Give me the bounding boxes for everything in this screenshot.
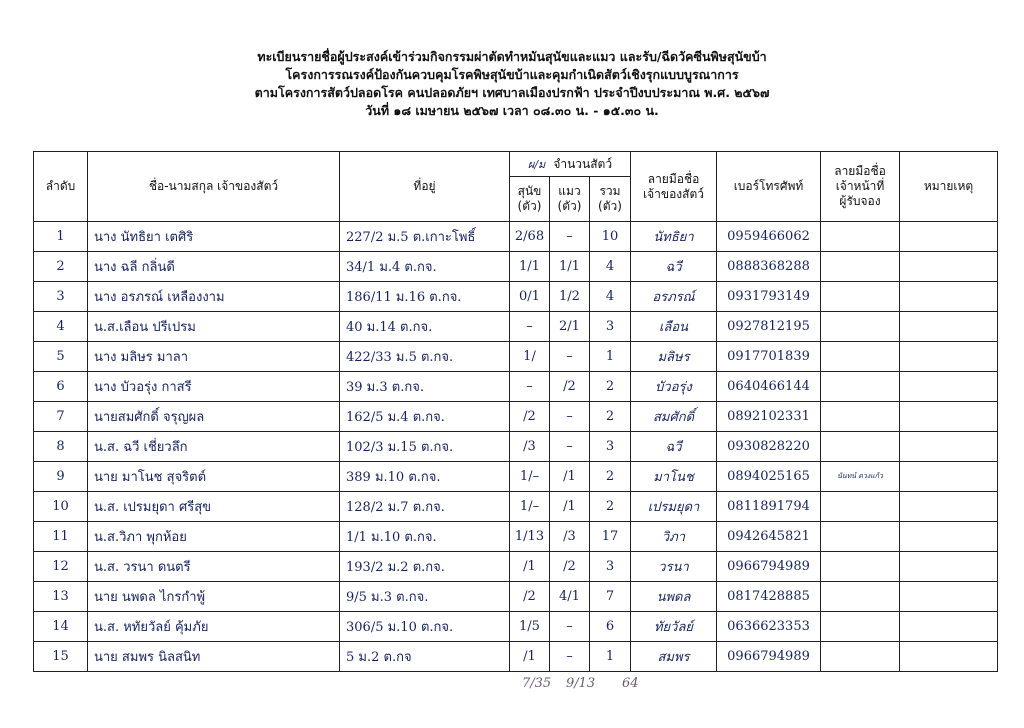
cat-count: 2/1 xyxy=(550,312,590,342)
total-count: 7 xyxy=(590,582,631,612)
cat-count: 1/2 xyxy=(550,282,590,312)
total-count: 10 xyxy=(590,222,631,252)
title-line-1: ทะเบียนรายชื่อผู้ประสงค์เข้าร่วมกิจกรรมผ่าตัดทำหมันสุนัขและแมว และรับ/ฉีดวัคซีนพิษสุนัขบ้า xyxy=(257,49,767,64)
owner-name: นาง ฉลี กลิ่นดี xyxy=(88,252,340,282)
owner-signature: วรนา xyxy=(631,552,717,582)
remarks-cell xyxy=(900,372,998,402)
owner-signature: ทัยวัลย์ xyxy=(631,612,717,642)
phone-number: 0927812195 xyxy=(717,312,821,342)
remarks-cell xyxy=(900,582,998,612)
table-body xyxy=(34,222,998,672)
staff-signature-cell xyxy=(821,222,900,252)
document-header xyxy=(0,48,1024,120)
staff-sig-line-2: เจ้าหน้าที่ xyxy=(835,179,885,193)
phone-number: 0894025165 xyxy=(717,462,821,492)
dog-count: /3 xyxy=(510,432,550,462)
title-line-2: โครงการรณรงค์ป้องกันควบคุมโรคพิษสุนัขบ้าและคุมกำเนิดสัตว์เชิงรุกแบบบูรณาการ xyxy=(285,67,739,82)
header-staff-signature xyxy=(821,152,900,222)
phone-number: 0966794989 xyxy=(717,552,821,582)
owner-name: นาย นพดล ไกรกำพู้ xyxy=(88,582,340,612)
total-count: 4 xyxy=(590,282,631,312)
registration-table xyxy=(33,151,998,672)
remarks-cell xyxy=(900,552,998,582)
dog-count: 1/1 xyxy=(510,252,550,282)
dog-count: – xyxy=(510,372,550,402)
staff-signature-cell xyxy=(821,342,900,372)
row-number: 11 xyxy=(34,522,88,552)
header-remarks: หมายเหตุ xyxy=(900,152,998,222)
staff-signature-cell: นันทน์ ดวงแก้ว xyxy=(821,462,900,492)
cat-count: 1/1 xyxy=(550,252,590,282)
cat-count: /2 xyxy=(550,552,590,582)
header-owner-signature xyxy=(631,152,717,222)
dog-count: 1/13 xyxy=(510,522,550,552)
owner-name: นาย มาโนช สุจริตต์ xyxy=(88,462,340,492)
row-number: 13 xyxy=(34,582,88,612)
column-totals xyxy=(0,672,1024,702)
owner-name: นาง มลิษร มาลา xyxy=(88,342,340,372)
dog-count: 1/5 xyxy=(510,612,550,642)
row-number: 1 xyxy=(34,222,88,252)
row-number: 6 xyxy=(34,372,88,402)
address: 5 ม.2 ต.กจ xyxy=(340,642,510,672)
dog-label: สุนัข xyxy=(517,184,542,198)
remarks-cell xyxy=(900,222,998,252)
owner-signature: สมพร xyxy=(631,642,717,672)
address: 193/2 ม.2 ต.กจ. xyxy=(340,552,510,582)
phone-number: 0917701839 xyxy=(717,342,821,372)
grand-total: 64 xyxy=(622,676,639,691)
staff-sig-line-3: ผู้รับจอง xyxy=(839,194,881,208)
address: 102/3 ม.15 ต.กจ. xyxy=(340,432,510,462)
total-count: 6 xyxy=(590,612,631,642)
phone-number: 0959466062 xyxy=(717,222,821,252)
owner-signature: วิภา xyxy=(631,522,717,552)
total-dogs: 7/35 xyxy=(522,676,552,691)
header-address: ที่อยู่ xyxy=(340,152,510,222)
staff-signature-cell xyxy=(821,402,900,432)
table-row xyxy=(34,552,998,582)
staff-signature-cell xyxy=(821,282,900,312)
row-number: 2 xyxy=(34,252,88,282)
title-line-3: ตามโครงการสัตว์ปลอดโรค คนปลอดภัยฯ เทศบาลเมืองปรกฟ้า ประจำปีงบประมาณ พ.ศ. ๒๕๖๗ xyxy=(254,85,770,100)
row-number: 9 xyxy=(34,462,88,492)
cat-count: /1 xyxy=(550,492,590,522)
owner-name: นาง อรภรณ์ เหลืองงาม xyxy=(88,282,340,312)
staff-signature-cell xyxy=(821,612,900,642)
owner-signature: นัทธิยา xyxy=(631,222,717,252)
address: 34/1 ม.4 ต.กจ. xyxy=(340,252,510,282)
remarks-cell xyxy=(900,252,998,282)
total-count: 1 xyxy=(590,342,631,372)
staff-sig-line-1: ลายมือชื่อ xyxy=(834,164,886,178)
table-row xyxy=(34,342,998,372)
total-count: 2 xyxy=(590,462,631,492)
owner-sig-line-1: ลายมือชื่อ xyxy=(647,171,700,186)
owner-signature: มลิษร xyxy=(631,342,717,372)
table-row xyxy=(34,312,998,342)
owner-name: น.ส.เลือน ปรีเปรม xyxy=(88,312,340,342)
phone-number: 0888368288 xyxy=(717,252,821,282)
table-row xyxy=(34,402,998,432)
staff-signature-cell xyxy=(821,432,900,462)
phone-number: 0930828220 xyxy=(717,432,821,462)
phone-number: 0892102331 xyxy=(717,402,821,432)
dog-count: 2/68 xyxy=(510,222,550,252)
owner-signature: ฉวี xyxy=(631,252,717,282)
row-number: 8 xyxy=(34,432,88,462)
total-count: 2 xyxy=(590,492,631,522)
total-unit: (ตัว) xyxy=(598,199,622,213)
total-cats: 9/13 xyxy=(566,676,596,691)
remarks-cell xyxy=(900,282,998,312)
phone-number: 0811891794 xyxy=(717,492,821,522)
row-number: 3 xyxy=(34,282,88,312)
cat-count: – xyxy=(550,612,590,642)
staff-signature-cell xyxy=(821,492,900,522)
owner-signature: เลือน xyxy=(631,312,717,342)
row-number: 4 xyxy=(34,312,88,342)
address: 9/5 ม.3 ต.กจ. xyxy=(340,582,510,612)
dog-count: 1/– xyxy=(510,492,550,522)
row-number: 5 xyxy=(34,342,88,372)
total-count: 2 xyxy=(590,372,631,402)
owner-signature: นพดล xyxy=(631,582,717,612)
owner-signature: บัวอรุ่ง xyxy=(631,372,717,402)
address: 389 ม.10 ต.กจ. xyxy=(340,462,510,492)
address: 40 ม.14 ต.กจ. xyxy=(340,312,510,342)
staff-signature-cell xyxy=(821,522,900,552)
owner-signature: สมศักดิ์ xyxy=(631,402,717,432)
dog-count: /1 xyxy=(510,642,550,672)
owner-name: นายสมศักดิ์ จรุญผล xyxy=(88,402,340,432)
cat-unit: (ตัว) xyxy=(557,199,582,213)
address: 306/5 ม.10 ต.กจ. xyxy=(340,612,510,642)
owner-signature: อรภรณ์ xyxy=(631,282,717,312)
staff-signature-cell xyxy=(821,312,900,342)
dog-count: 0/1 xyxy=(510,282,550,312)
table-row xyxy=(34,252,998,282)
owner-name: นาย สมพร นิลสนิท xyxy=(88,642,340,672)
cat-count: – xyxy=(550,642,590,672)
remarks-cell xyxy=(900,612,998,642)
total-count: 2 xyxy=(590,402,631,432)
owner-name: น.ส. วรนา ดนตรี xyxy=(88,552,340,582)
header-cat xyxy=(550,177,590,222)
remarks-cell xyxy=(900,642,998,672)
cat-count: – xyxy=(550,342,590,372)
phone-number: 0636623353 xyxy=(717,612,821,642)
address: 422/33 ม.5 ต.กจ. xyxy=(340,342,510,372)
remarks-cell xyxy=(900,342,998,372)
phone-number: 0931793149 xyxy=(717,282,821,312)
header-phone: เบอร์โทรศัพท์ xyxy=(717,152,821,222)
row-number: 14 xyxy=(34,612,88,642)
phone-number: 0966794989 xyxy=(717,642,821,672)
table-row xyxy=(34,642,998,672)
dog-count: /2 xyxy=(510,402,550,432)
address: 1/1 ม.10 ต.กจ. xyxy=(340,522,510,552)
remarks-cell xyxy=(900,522,998,552)
row-number: 15 xyxy=(34,642,88,672)
table-row xyxy=(34,282,998,312)
row-number: 7 xyxy=(34,402,88,432)
owner-name: น.ส. ฉวี เชี่ยวลึก xyxy=(88,432,340,462)
cat-count: /2 xyxy=(550,372,590,402)
dog-count: /1 xyxy=(510,552,550,582)
phone-number: 0942645821 xyxy=(717,522,821,552)
remarks-cell xyxy=(900,312,998,342)
cat-count: 4/1 xyxy=(550,582,590,612)
total-count: 4 xyxy=(590,252,631,282)
total-count: 17 xyxy=(590,522,631,552)
header-dog xyxy=(510,177,550,222)
total-count: 3 xyxy=(590,432,631,462)
owner-name: นาง นัทธิยา เตศิริ xyxy=(88,222,340,252)
total-count: 1 xyxy=(590,642,631,672)
date-line: วันที่ ๑๘ เมษายน ๒๕๖๗ เวลา ๐๘.๓๐ น. - ๑๕.๓๐ น. xyxy=(365,103,659,118)
header-owner-name: ชื่อ-นามสกุล เจ้าของสัตว์ xyxy=(88,152,340,222)
table-row xyxy=(34,432,998,462)
table-row xyxy=(34,582,998,612)
owner-name: นาง บัวอรุ่ง กาสรี xyxy=(88,372,340,402)
row-number: 10 xyxy=(34,492,88,522)
phone-number: 0817428885 xyxy=(717,582,821,612)
row-number: 12 xyxy=(34,552,88,582)
dog-count: 1/– xyxy=(510,462,550,492)
owner-name: น.ส. เปรมยุดา ศรีสุข xyxy=(88,492,340,522)
table-row xyxy=(34,222,998,252)
dog-count: 1/ xyxy=(510,342,550,372)
address: 39 ม.3 ต.กจ. xyxy=(340,372,510,402)
dog-count: – xyxy=(510,312,550,342)
address: 128/2 ม.7 ต.กจ. xyxy=(340,492,510,522)
total-count: 3 xyxy=(590,312,631,342)
remarks-cell xyxy=(900,432,998,462)
header-animal-count xyxy=(510,152,631,177)
owner-name: น.ส. หทัยวัลย์ คุ้มภัย xyxy=(88,612,340,642)
phone-number: 0640466144 xyxy=(717,372,821,402)
address: 186/11 ม.16 ต.กจ. xyxy=(340,282,510,312)
staff-signature-cell xyxy=(821,252,900,282)
header-count-mark: ผ/ม xyxy=(527,157,546,171)
staff-signature-cell xyxy=(821,582,900,612)
header-no: ลำดับ xyxy=(34,152,88,222)
address: 162/5 ม.4 ต.กจ. xyxy=(340,402,510,432)
total-label: รวม xyxy=(599,184,621,198)
table-row xyxy=(34,372,998,402)
table-row xyxy=(34,522,998,552)
cat-count: /3 xyxy=(550,522,590,552)
table-row xyxy=(34,462,998,492)
address: 227/2 ม.5 ต.เกาะโพธิ์ xyxy=(340,222,510,252)
staff-signature-cell xyxy=(821,372,900,402)
header-count-label: จำนวนสัตว์ xyxy=(553,156,613,171)
remarks-cell xyxy=(900,492,998,522)
cat-count: – xyxy=(550,222,590,252)
cat-count: – xyxy=(550,432,590,462)
dog-count: /2 xyxy=(510,582,550,612)
cat-label: แมว xyxy=(558,184,581,198)
owner-sig-line-2: เจ้าของสัตว์ xyxy=(643,186,705,201)
remarks-cell xyxy=(900,462,998,492)
table-row xyxy=(34,612,998,642)
owner-signature: มาโนช xyxy=(631,462,717,492)
owner-signature: ฉวี xyxy=(631,432,717,462)
remarks-cell xyxy=(900,402,998,432)
owner-name: น.ส.วิภา พุกห้อย xyxy=(88,522,340,552)
dog-unit: (ตัว) xyxy=(517,199,542,213)
cat-count: – xyxy=(550,402,590,432)
table-row xyxy=(34,492,998,522)
staff-signature-cell xyxy=(821,642,900,672)
total-count: 3 xyxy=(590,552,631,582)
cat-count: /1 xyxy=(550,462,590,492)
staff-signature-cell xyxy=(821,552,900,582)
owner-signature: เปรมยุดา xyxy=(631,492,717,522)
header-total xyxy=(590,177,631,222)
